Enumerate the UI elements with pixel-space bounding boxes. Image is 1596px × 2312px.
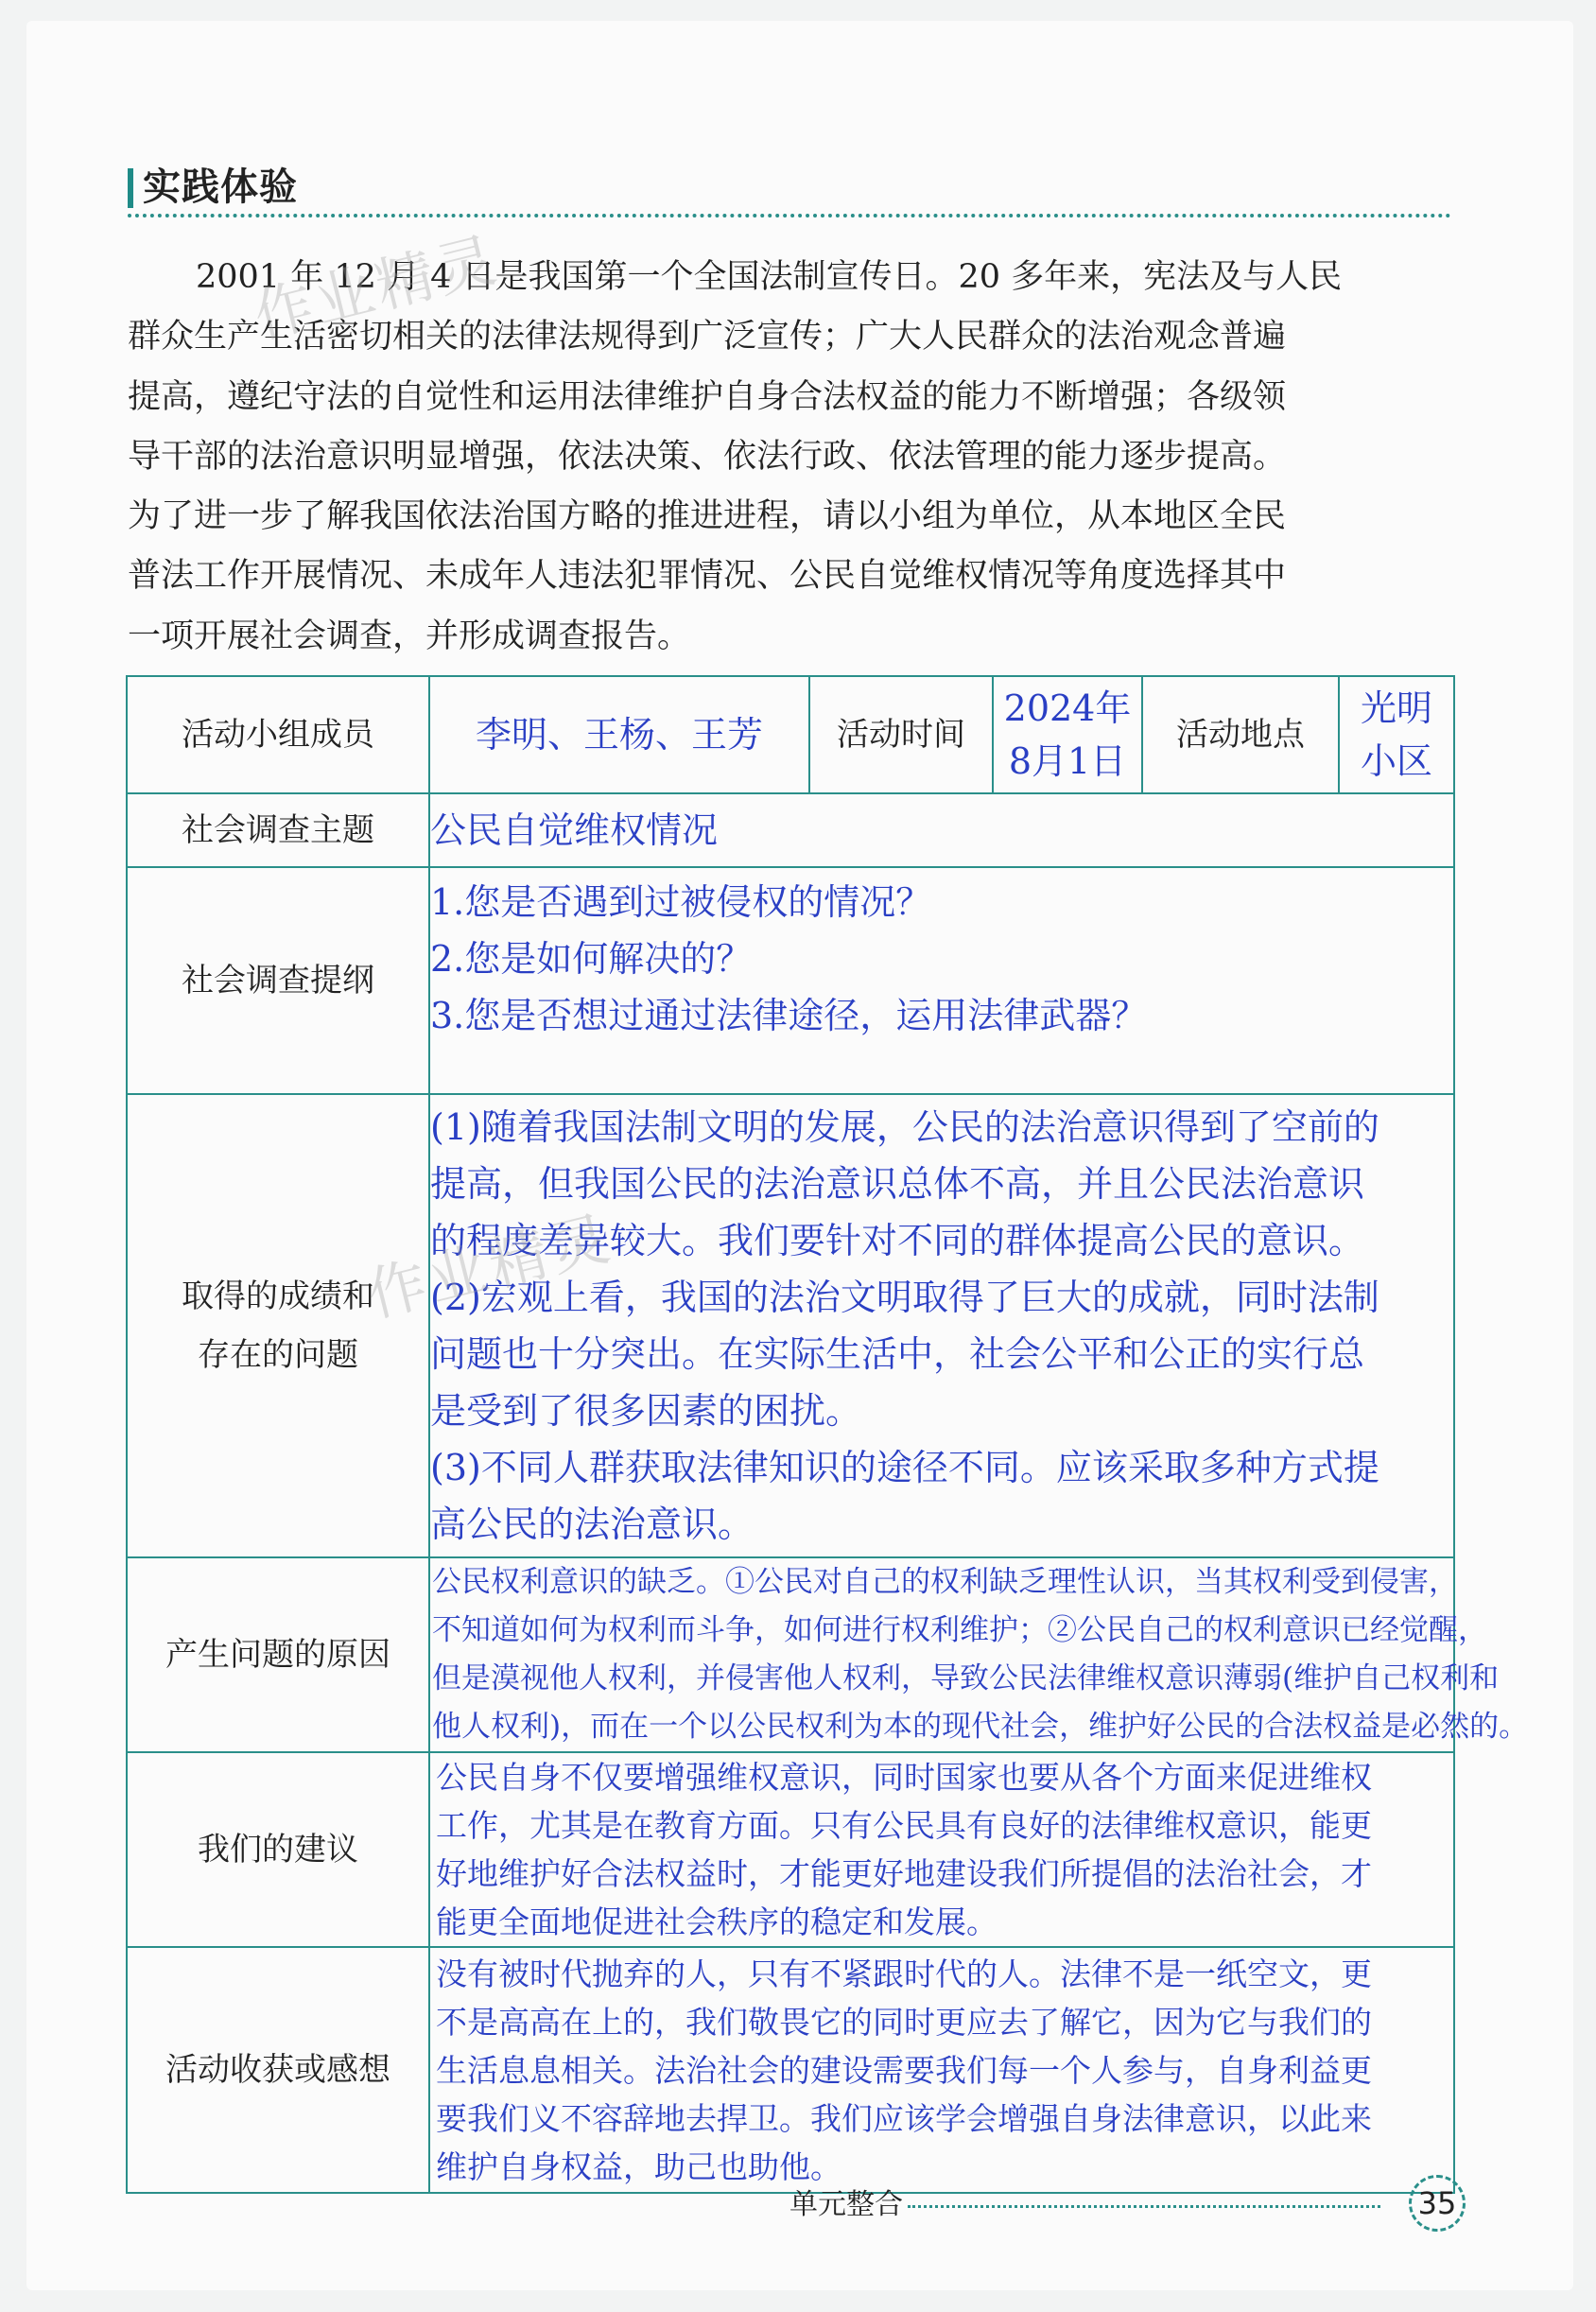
table-row xyxy=(127,1557,1454,1752)
outline-label: 社会调查提纲 xyxy=(127,867,429,1094)
outline-item: 1.您是否遇到过被侵权的情况？ xyxy=(430,881,932,923)
causes-label: 产生问题的原因 xyxy=(127,1557,429,1752)
section-bar xyxy=(128,168,133,208)
intro-line: 群众生产生活密切相关的法律法规得到广泛宣传；广大人民群众的法治观念普遍 xyxy=(128,318,1287,356)
intro-line: 普法工作开展情况、未成年人违法犯罪情况、公民自觉维权情况等角度选择其中 xyxy=(128,557,1287,596)
intro-paragraph xyxy=(128,248,1451,667)
achievements-line: 的程度差异较大。我们要针对不同的群体提高公民的意识。 xyxy=(430,1220,1365,1261)
topic-value-text: 公民自觉维权情况 xyxy=(430,809,719,851)
intro-line: 提高，遵纪守法的自觉性和运用法律维护自身合法权益的能力不断增强；各级领 xyxy=(128,377,1287,416)
intro-line: 为了进一步了解我国依法治国方略的推进进程，请以小组为单位，从本地区全民 xyxy=(128,497,1287,536)
achievements-label-line: 存在的问题 xyxy=(198,1336,358,1374)
achievements-text xyxy=(429,1094,1454,1557)
achievements-line: (1)随着我国法制文明的发展，公民的法治意识得到了空前的 xyxy=(430,1106,1379,1148)
section-divider xyxy=(128,214,1451,217)
table-row xyxy=(127,793,1454,867)
reflection-line: 要我们义不容辞地去捍卫。我们应该学会增强自身法律意识，以此来 xyxy=(436,2100,1372,2137)
table-row xyxy=(127,676,1454,793)
causes-text xyxy=(429,1557,1529,1752)
table-row xyxy=(127,867,1454,1094)
achievements-line: 提高，但我国公民的法治意识总体不高，并且公民法治意识 xyxy=(430,1163,1365,1205)
time-value-line: 8月1日 xyxy=(1008,740,1127,782)
time-label: 活动时间 xyxy=(809,676,993,793)
achievements-label-line: 取得的成绩和 xyxy=(182,1278,374,1315)
achievements-line: 问题也十分突出。在实际生活中，社会公平和公正的实行总 xyxy=(430,1333,1365,1375)
table-row xyxy=(127,1947,1454,2193)
outline-item: 2.您是如何解决的？ xyxy=(430,938,753,980)
suggestions-label: 我们的建议 xyxy=(127,1752,429,1947)
achievements-line: 是受到了很多因素的困扰。 xyxy=(430,1390,862,1432)
place-value xyxy=(1339,676,1454,793)
reflection-line: 没有被时代抛弃的人，只有不紧跟时代的人。法律不是一纸空文，更 xyxy=(436,1956,1372,1992)
achievements-line: (3)不同人群获取法律知识的途径不同。应该采取多种方式提 xyxy=(430,1447,1379,1488)
members-value: 李明、王杨、王芳 xyxy=(429,676,809,793)
intro-line: 一项开展社会调查，并形成调查报告。 xyxy=(128,617,691,655)
achievements-line: (2)宏观上看，我国的法治文明取得了巨大的成就，同时法制 xyxy=(430,1277,1379,1318)
suggestions-line: 好地维护好合法权益时，才能更好地建设我们所提倡的法治社会，才 xyxy=(436,1855,1372,1892)
watermark: 作业精灵 xyxy=(247,224,507,352)
suggestions-text xyxy=(429,1752,1454,1947)
topic-value xyxy=(429,793,1454,867)
achievements-line: 高公民的法治意识。 xyxy=(430,1504,755,1545)
causes-line: 但是漠视他人权利，并侵害他人权利，导致公民法律维权意识薄弱(维护自己权利和 xyxy=(432,1661,1500,1695)
time-value xyxy=(993,676,1142,793)
section-header xyxy=(128,163,1451,212)
page-number: 35 xyxy=(1409,2175,1466,2232)
reflection-line: 不是高高在上的，我们敬畏它的同时更应去了解它，因为它与我们的 xyxy=(436,2004,1372,2041)
suggestions-line: 公民自身不仅要增强维权意识，同时国家也要从各个方面来促进维权 xyxy=(436,1759,1372,1796)
outline-item: 3.您是否想过通过法律途径，运用法律武器？ xyxy=(430,995,1148,1036)
place-value-line: 光明 xyxy=(1360,687,1432,729)
reflection-line: 生活息息相关。法治社会的建设需要我们每一个人参与，自身利益更 xyxy=(436,2052,1372,2089)
footer-text: 单元整合 xyxy=(789,2188,903,2221)
reflection-label: 活动收获或感想 xyxy=(127,1947,429,2193)
footer-divider xyxy=(908,2205,1380,2208)
suggestions-line: 工作，尤其是在教育方面。只有公民具有良好的法律维权意识，能更 xyxy=(436,1807,1372,1844)
table-row xyxy=(127,1094,1454,1557)
topic-label: 社会调查主题 xyxy=(127,793,429,867)
watermark: 作业精灵 xyxy=(360,1203,620,1330)
survey-table xyxy=(126,675,1529,2194)
members-label: 活动小组成员 xyxy=(127,676,429,793)
causes-line: 公民权利意识的缺乏。①公民对自己的权利缺乏理性认识，当其权利受到侵害， xyxy=(432,1565,1458,1599)
achievements-label xyxy=(127,1094,429,1557)
time-value-line: 2024年 xyxy=(1003,687,1132,729)
causes-line: 不知道如何为权利而斗争，如何进行权利维护；②公民自己的权利意识已经觉醒， xyxy=(432,1613,1487,1647)
section-title: 实践体验 xyxy=(143,165,298,209)
reflection-line: 维护自身权益，助己也助他。 xyxy=(436,2148,841,2185)
intro-line: 导干部的法治意识明显增强，依法决策、依法行政、依法管理的能力逐步提高。 xyxy=(128,437,1287,476)
place-label: 活动地点 xyxy=(1142,676,1339,793)
intro-line: 2001 年 12 月 4 日是我国第一个全国法制宣传日。20 多年来，宪法及与人民 xyxy=(196,258,1343,296)
causes-line: 他人权利)，而在一个以公民权利为本的现代社会，维护好公民的合法权益是必然的。 xyxy=(432,1710,1529,1744)
table-row xyxy=(127,1752,1454,1947)
reflection-text xyxy=(429,1947,1454,2193)
suggestions-line: 能更全面地促进社会秩序的稳定和发展。 xyxy=(436,1903,998,1940)
place-value-line: 小区 xyxy=(1360,740,1432,782)
page-footer xyxy=(789,2175,1470,2232)
outline-list xyxy=(429,867,1454,1094)
